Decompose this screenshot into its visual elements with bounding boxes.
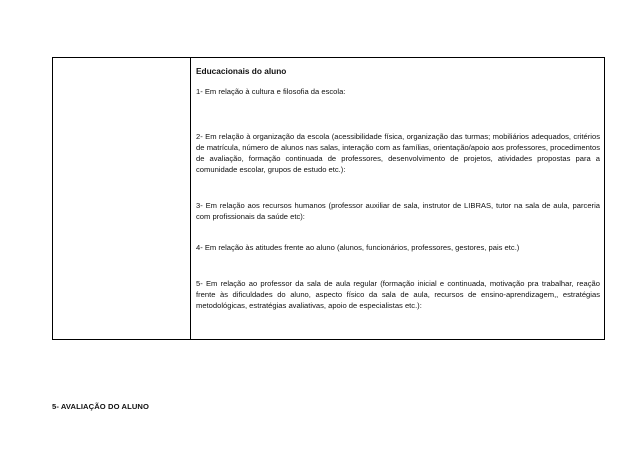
column-divider <box>190 58 191 339</box>
document-table <box>52 57 605 340</box>
list-item: 4- Em relação às atitudes frente ao aluno (alunos, funcionários, professores, gestores, pais etc.) <box>196 243 520 252</box>
cell-title: Educacionais do aluno <box>196 66 287 76</box>
section-heading: 5- AVALIAÇÃO DO ALUNO <box>52 402 150 411</box>
list-item: 2- Em relação à organização da escola (acessibilidade física, organização das turmas; mobiliários adequados, critérios de matrícula, número de alunos nas salas, interação com as famílias, orientação/apoio aos professores, procedimentos de avaliação, formação continuada de professores, desenvolvimento de projetos, atividades propostas para a comunidade escolar, grupos de estudo etc.): <box>196 132 600 174</box>
list-item: 3- Em relação aos recursos humanos (professor auxiliar de sala, instrutor de LIBRAS, tutor na sala de aula, parceria com profissionais da saúde etc): <box>196 201 600 221</box>
table-cell-content <box>196 66 600 310</box>
list-item: 5- Em relação ao professor da sala de aula regular (formação inicial e continuada, motivação pra trabalhar, reação frente às dificuldades do aluno, aspecto físico da sala de aula, recursos de ensino-aprendizagem,, estratégias metodológicas, estratégias avaliativas, apoio de especialistas etc.): <box>196 279 600 310</box>
list-item: 1- Em relação à cultura e filosofia da escola: <box>196 87 346 96</box>
